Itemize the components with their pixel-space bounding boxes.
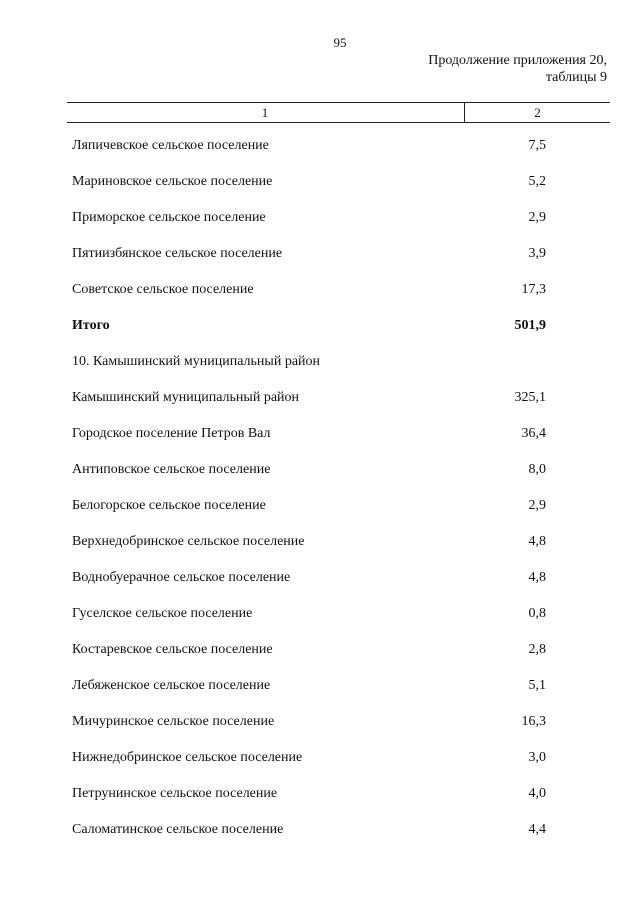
table-row	[0, 422, 640, 458]
row-name: Мариновское сельское поселение	[72, 174, 273, 189]
continuation-note	[428, 52, 607, 86]
row-value: 4,8	[528, 534, 546, 549]
column-header-2: 2	[534, 105, 541, 120]
row-name: Камышинский муниципальный район	[72, 390, 300, 405]
column-header-1: 1	[261, 105, 269, 120]
table-row	[0, 566, 640, 602]
table-row	[0, 170, 640, 206]
row-value: 325,1	[514, 390, 546, 405]
row-value: 4,4	[528, 822, 546, 837]
row-name: Воднобуерачное сельское поселение	[72, 570, 291, 585]
row-name: Петрунинское сельское поселение	[72, 786, 278, 801]
row-name: Лебяженское сельское поселение	[72, 678, 271, 693]
row-name: Приморское сельское поселение	[72, 210, 266, 225]
row-name: Саломатинское сельское поселение	[72, 822, 284, 837]
row-value: 36,4	[521, 426, 546, 441]
row-name: Мичуринское сельское поселение	[72, 714, 275, 729]
table-row	[0, 818, 640, 854]
row-name: Советское сельское поселение	[72, 282, 254, 297]
row-name: 10. Камышинский муниципальный район	[72, 354, 321, 369]
row-name: Верхнедобринское сельское поселение	[72, 534, 305, 549]
row-value: 3,0	[528, 750, 546, 765]
row-value: 5,1	[528, 678, 546, 693]
table-body	[0, 134, 640, 854]
page-number: 95	[333, 35, 347, 50]
row-name: Нижнедобринское сельское поселение	[72, 750, 303, 765]
row-name: Антиповское сельское поселение	[72, 462, 271, 477]
row-value: 4,8	[528, 570, 546, 585]
table-row	[0, 350, 640, 386]
table-header	[67, 102, 610, 123]
table-row	[0, 602, 640, 638]
table-row	[0, 278, 640, 314]
row-value: 2,9	[528, 498, 546, 513]
row-value: 16,3	[521, 714, 546, 729]
row-value: 0,8	[528, 606, 546, 621]
row-value: 7,5	[528, 138, 546, 153]
table-row	[0, 206, 640, 242]
table-row	[0, 134, 640, 170]
table-total-row	[0, 314, 640, 350]
row-name: Итого	[72, 318, 110, 333]
row-value: 5,2	[528, 174, 546, 189]
table-row	[0, 638, 640, 674]
row-name: Пятиизбянское сельское поселение	[72, 246, 283, 261]
row-name: Костаревское сельское поселение	[72, 642, 273, 657]
row-name: Гуселское сельское поселение	[72, 606, 253, 621]
table-row	[0, 458, 640, 494]
row-value: 17,3	[521, 282, 546, 297]
row-name: Белогорское сельское поселение	[72, 498, 266, 513]
row-name: Ляпичевское сельское поселение	[72, 138, 269, 153]
table-row	[0, 782, 640, 818]
table-row	[0, 674, 640, 710]
table-row	[0, 494, 640, 530]
table-row	[0, 386, 640, 422]
table-row	[0, 530, 640, 566]
table-row	[0, 746, 640, 782]
row-value: 8,0	[528, 462, 546, 477]
row-value: 3,9	[528, 246, 546, 261]
row-value: 2,9	[528, 210, 546, 225]
row-value: 2,8	[528, 642, 546, 657]
row-name: Городское поселение Петров Вал	[72, 426, 271, 441]
continuation-line-2: таблицы 9	[545, 70, 607, 85]
continuation-line-1: Продолжение приложения 20,	[428, 53, 607, 68]
table-row	[0, 242, 640, 278]
table-row	[0, 710, 640, 746]
row-value: 501,9	[514, 318, 546, 333]
row-value: 4,0	[528, 786, 546, 801]
